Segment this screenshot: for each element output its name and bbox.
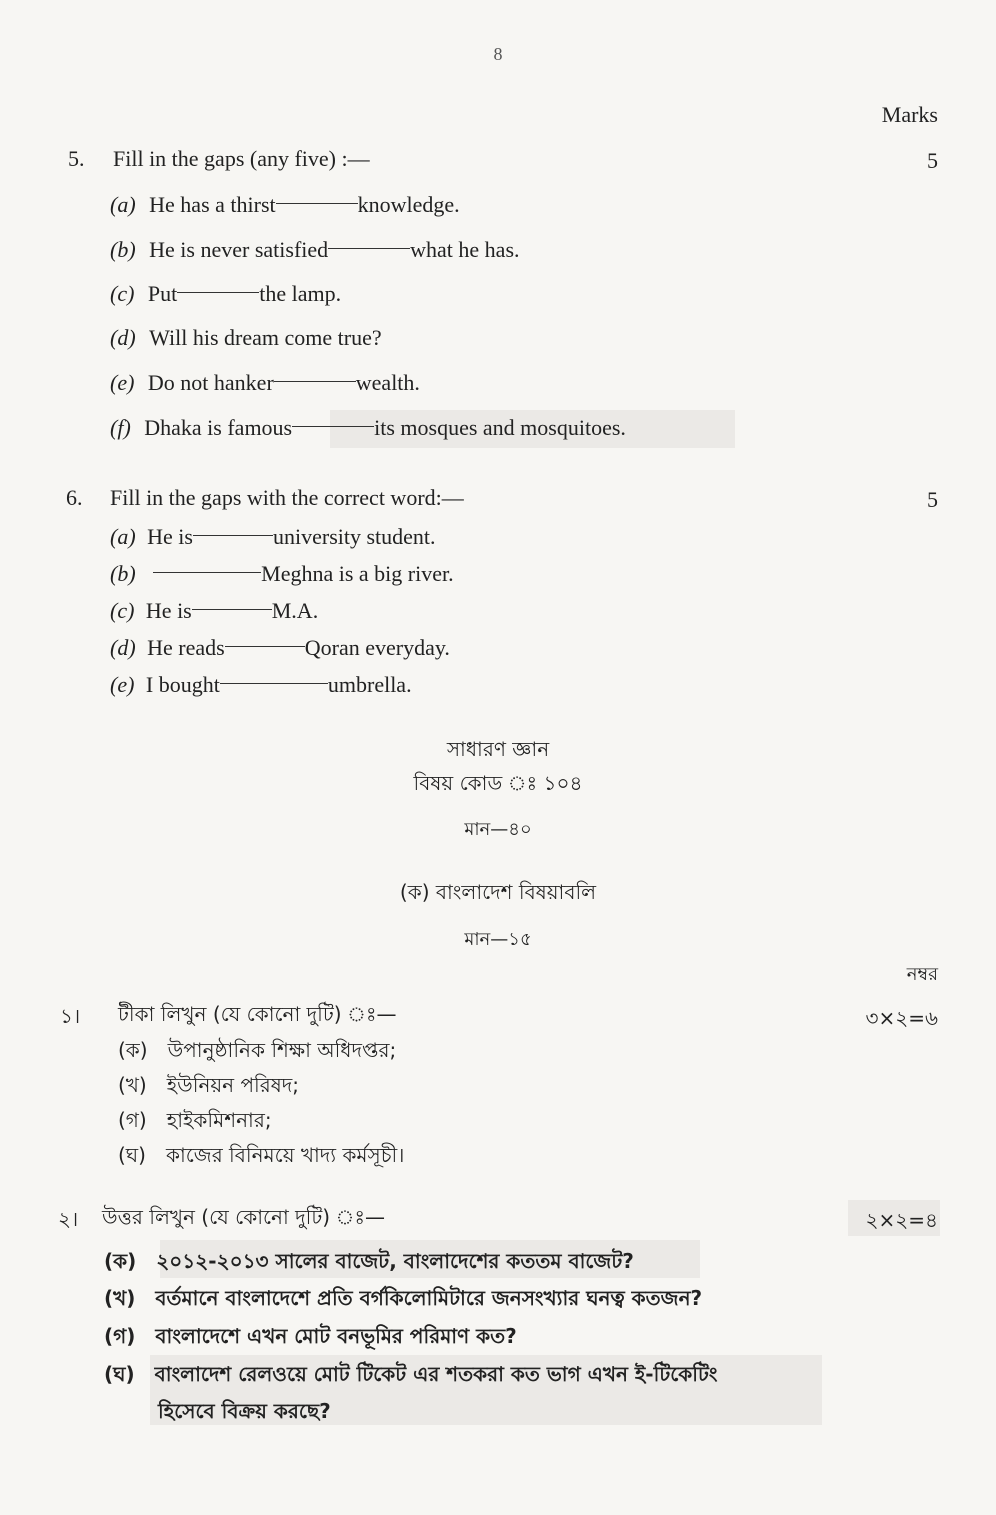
- list-item: [110, 237, 520, 263]
- list-item: [110, 524, 436, 550]
- list-item: [110, 598, 318, 624]
- gk-marks-header: নম্বর: [906, 964, 938, 985]
- item-text-before: He is: [145, 598, 192, 623]
- item-text-after: its mosques and mosquitoes.: [374, 415, 626, 440]
- list-item: [110, 281, 341, 307]
- blank-line: [193, 535, 273, 536]
- gk-section-title: (ক) বাংলাদেশ বিষয়াবলি: [399, 880, 597, 904]
- item-label: (a): [110, 192, 136, 217]
- blank-line: [225, 646, 305, 647]
- q5-number: 5.: [68, 146, 85, 171]
- blank-line: [292, 426, 374, 427]
- q6-prompt: Fill in the gaps with the correct word:—: [110, 485, 464, 510]
- list-item: [118, 1036, 396, 1069]
- list-item: [104, 1322, 517, 1355]
- item-label: (ক): [118, 1038, 148, 1062]
- item-label: (খ): [118, 1073, 147, 1097]
- item-label: (b): [110, 561, 136, 586]
- blank-line: [192, 609, 272, 610]
- list-item: [104, 1284, 702, 1317]
- item-label: (d): [110, 325, 136, 350]
- item-text-after: umbrella.: [327, 672, 412, 697]
- b2-number: ২।: [58, 1207, 79, 1231]
- list-item: [110, 635, 450, 661]
- item-text: কাজের বিনিময়ে খাদ্য কর্মসূচী।: [165, 1143, 405, 1167]
- item-text-before: He is: [147, 524, 193, 549]
- b2-prompt: উত্তর লিখুন (যে কোনো দুটি) ঃ—: [102, 1205, 385, 1229]
- item-text-before: He has a thirst: [149, 192, 276, 217]
- item-label: (ক): [104, 1249, 137, 1273]
- item-label: (b): [110, 237, 136, 262]
- item-text-before: Will his dream come true?: [149, 325, 382, 350]
- gk-total-marks: মান—৪০: [464, 819, 532, 840]
- list-item: [104, 1360, 717, 1393]
- list-item: [104, 1247, 634, 1280]
- q6-number: 6.: [66, 485, 83, 510]
- item-label: (e): [110, 672, 135, 697]
- page-number: 8: [493, 44, 503, 64]
- item-text: উপানুষ্ঠানিক শিক্ষা অধিদপ্তর;: [167, 1038, 397, 1062]
- item-text: ইউনিয়ন পরিষদ;: [166, 1073, 300, 1097]
- item-text: বাংলাদেশে এখন মোট বনভূমির পরিমাণ কত?: [155, 1324, 517, 1348]
- item-text: বাংলাদেশ রেলওয়ে মোট টিকেট এর শতকরা কত ভাগ এখন ই-টিকেটিং: [154, 1362, 718, 1386]
- q5-marks: 5: [927, 148, 938, 173]
- item-text-after: wealth.: [355, 370, 420, 395]
- item-label: (খ): [104, 1286, 136, 1310]
- q6-marks: 5: [927, 487, 938, 512]
- item-label: (c): [110, 598, 135, 623]
- item-text-after: what he has.: [410, 237, 520, 262]
- item-text-after: M.A.: [271, 598, 319, 623]
- list-item: [110, 672, 412, 698]
- blank-line: [328, 248, 410, 249]
- item-text-before: He is never satisfied: [149, 237, 329, 262]
- marks-header: Marks: [881, 102, 938, 127]
- blank-line: [177, 292, 259, 293]
- list-item: [110, 192, 460, 218]
- list-item: [110, 415, 626, 441]
- item-label: (f): [110, 415, 131, 440]
- gk-section-marks: মান—১৫: [464, 929, 532, 950]
- item-text: ২০১২-২০১৩ সালের বাজেট, বাংলাদেশের কততম বাজেট?: [156, 1249, 634, 1273]
- b2-marks: ২×২=৪: [865, 1208, 938, 1232]
- item-text: হাইকমিশনার;: [166, 1108, 272, 1132]
- item-text-before: Dhaka is famous: [144, 415, 293, 440]
- item-label: (গ): [118, 1108, 147, 1132]
- item-label: (ঘ): [104, 1362, 135, 1386]
- item-text-after: Meghna is a big river.: [261, 561, 454, 586]
- item-label: (c): [110, 281, 135, 306]
- item-text-before: Put: [147, 281, 178, 306]
- item-text: বর্তমানে বাংলাদেশে প্রতি বর্গকিলোমিটারে জনসংখ্যার ঘনত্ব কতজন?: [155, 1286, 703, 1310]
- item-text-after: Qoran everyday.: [304, 635, 450, 660]
- item-text-after: knowledge.: [357, 192, 460, 217]
- item-text-continued: হিসেবে বিক্রয় করছে?: [158, 1399, 331, 1423]
- blank-line: [153, 572, 261, 573]
- gk-title: সাধারণ জ্ঞান: [446, 737, 550, 761]
- item-text-after: the lamp.: [259, 281, 342, 306]
- item-label: (e): [110, 370, 135, 395]
- q5-prompt: Fill in the gaps (any five) :—: [113, 146, 370, 171]
- item-label: (d): [110, 635, 136, 660]
- list-item: [110, 370, 420, 396]
- b1-prompt: টীকা লিখুন (যে কোনো দুটি) ঃ—: [118, 1002, 397, 1026]
- list-item: [110, 561, 454, 587]
- item-text-before: I bought: [145, 672, 220, 697]
- blank-line: [276, 203, 358, 204]
- list-item: [118, 1106, 272, 1139]
- list-item: [110, 325, 382, 351]
- item-text-before: Do not hanker: [147, 370, 274, 395]
- item-label: (গ): [104, 1324, 136, 1348]
- b1-marks: ৩×২=৬: [865, 1006, 938, 1030]
- item-text-before: He reads: [147, 635, 225, 660]
- blank-line: [274, 381, 356, 382]
- b1-number: ১।: [60, 1004, 81, 1028]
- item-text-after: university student.: [272, 524, 436, 549]
- item-label: (ঘ): [118, 1143, 146, 1167]
- list-item: [118, 1141, 404, 1174]
- gk-subject-code: বিষয় কোড ঃ ১০৪: [413, 771, 583, 795]
- blank-line: [220, 683, 328, 684]
- list-item: [118, 1071, 299, 1104]
- item-label: (a): [110, 524, 136, 549]
